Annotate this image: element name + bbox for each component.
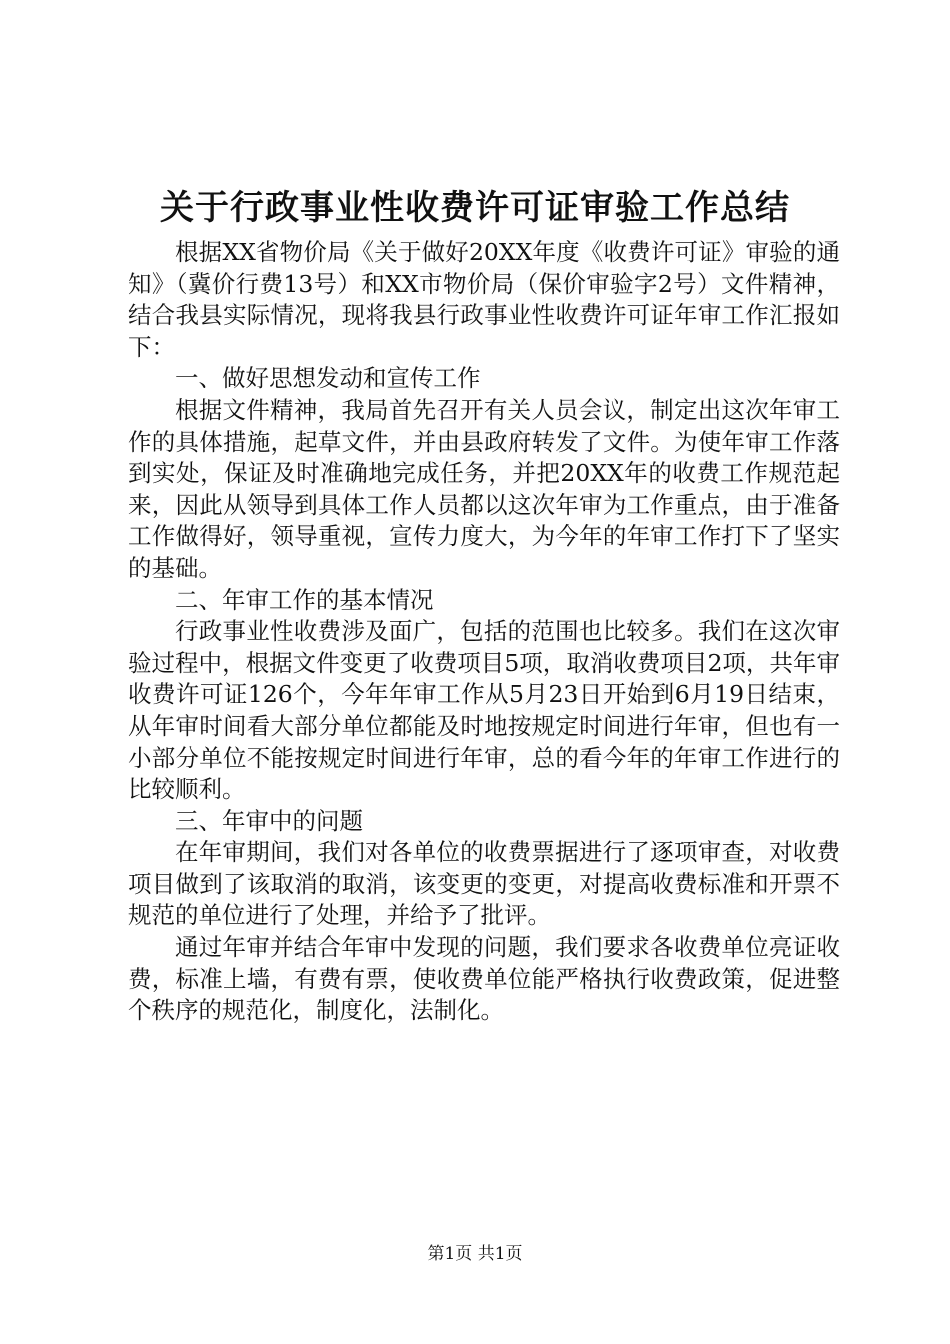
section-body-3: 在年审期间，我们对各单位的收费票据进行了逐项审查，对收费项目做到了该取消的取消，该变更的变更，对提高收费标准和开票不规范的单位进行了处理，并给予了批评。 [128,838,840,930]
section-heading-1: 一、做好思想发动和宣传工作 [175,364,481,393]
section-heading-2: 二、年审工作的基本情况 [175,585,434,614]
section-body-2: 行政事业性收费涉及面广，包括的范围也比较多。我们在这次审验过程中，根据文件变更了收费项目5项，取消收费项目2项，共年审收费许可证126个，今年年审工作从5月23日开始到6月19日结束，从年审时间看大部分单位都能及时地按规定时间进行年审，但也有一小部分单位不能按规定时间进行年审，总的看今年的年审工作进行的比较顺利。 [128,617,840,804]
document-title: 关于行政事业性收费许可证审验工作总结 [160,188,790,228]
page-footer: 第1页 共1页 [427,1244,523,1264]
section-heading-3: 三、年审中的问题 [175,806,363,835]
document-body [128,237,840,1027]
section-body-1: 根据文件精神，我局首先召开有关人员会议，制定出这次年审工作的具体措施，起草文件，并由县政府转发了文件。为使年审工作落到实处，保证及时准确地完成任务，并把20XX年的收费工作规范起来，因此从领导到具体工作人员都以这次年审为工作重点，由于准备工作做得好，领导重视，宣传力度大，为今年的年审工作打下了坚实的基础。 [128,395,840,582]
intro-paragraph: 根据XX省物价局《关于做好20XX年度《收费许可证》审验的通知》（冀价行费13号）和XX市物价局（保价审验字2号）文件精神，结合我县实际情况，现将我县行政事业性收费许可证年审工作汇报如下： [128,238,840,361]
closing-paragraph: 通过年审并结合年审中发现的问题，我们要求各收费单位亮证收费，标准上墙，有费有票，使收费单位能严格执行收费政策，促进整个秩序的规范化，制度化，法制化。 [128,933,840,1025]
